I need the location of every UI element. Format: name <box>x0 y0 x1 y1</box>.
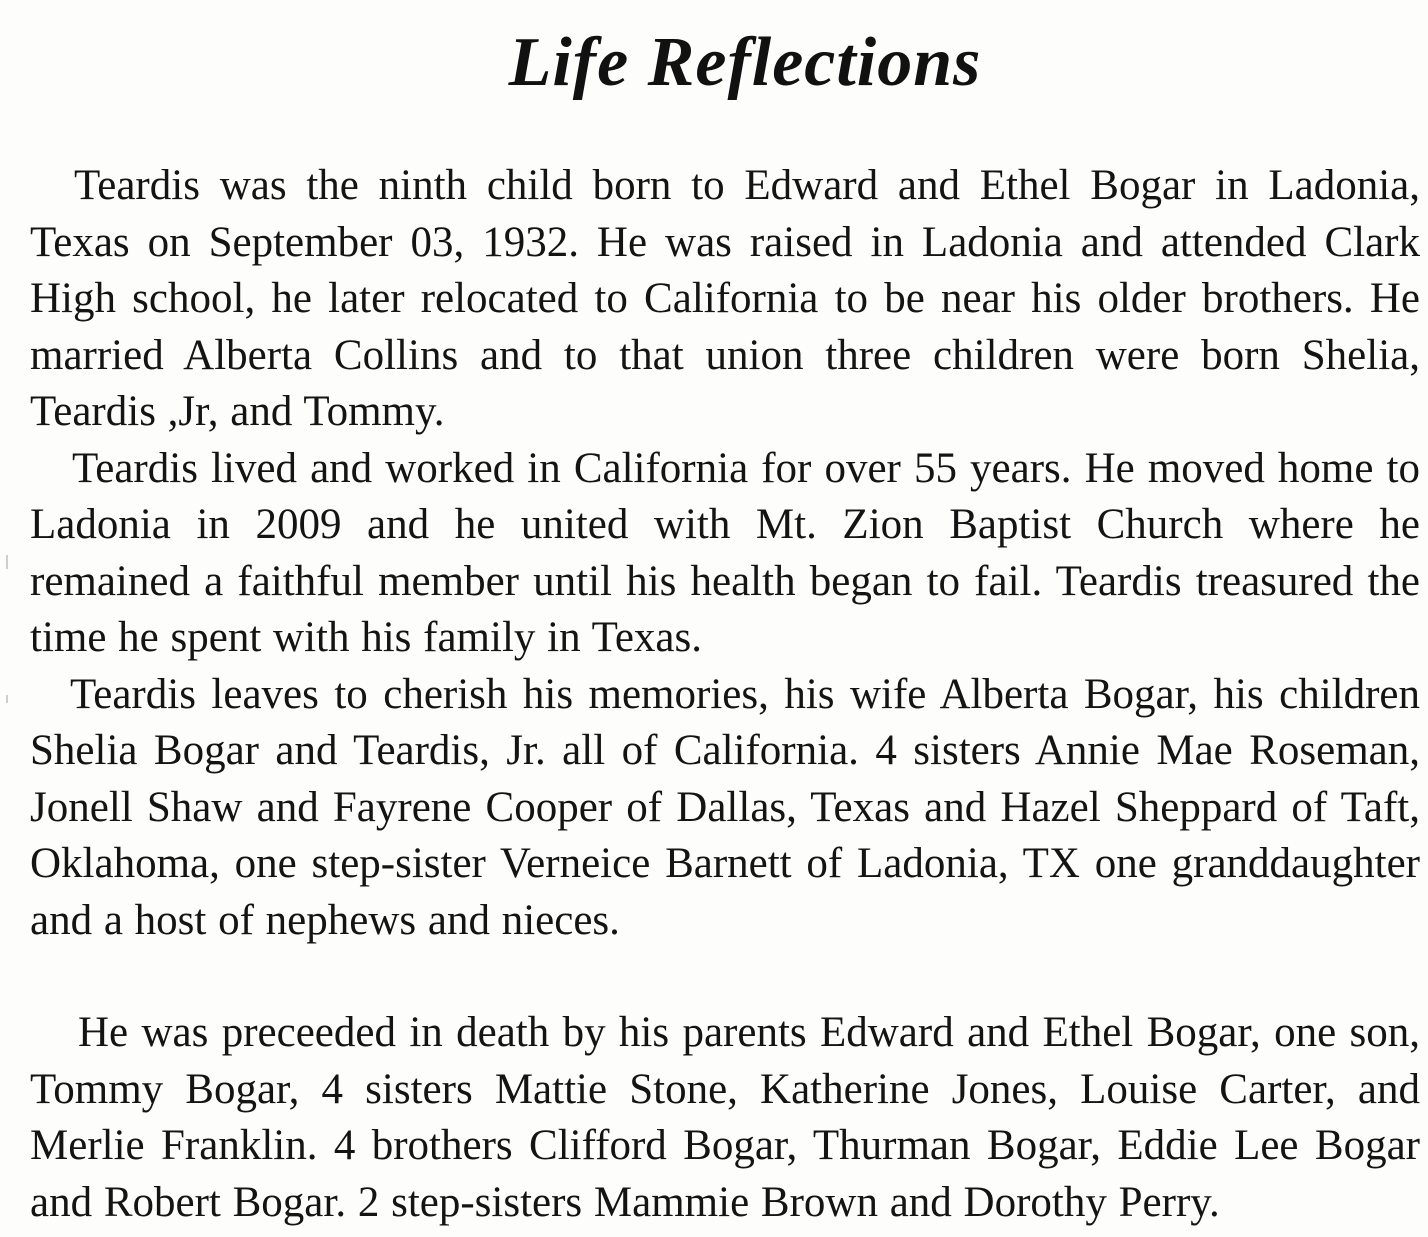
scan-artifact <box>6 695 8 703</box>
paragraph-preceded-in-death: He was preceeded in death by his parents Edward and Ethel Bogar, one son, Tommy Bogar, 4 sisters Mattie Stone, Katherine Jones, Louise Carter, and Merlie Franklin. 4 brothers Clifford Bogar, Thurman Bogar, Eddie Lee Bogar and Robert Bogar. 2 step-sisters Mammie Brown and Dorothy Perry. <box>30 1009 1420 1226</box>
paragraph-later-life: Teardis lived and worked in California for over 55 years. He moved home to Ladonia in 2009 and he united with Mt. Zion Baptist Church where he remained a faithful member until his health began to fail. Teardis treasured the time he spent with his family in Texas. <box>30 444 1420 661</box>
page-title: Life Reflections <box>508 24 982 101</box>
scan-artifact <box>6 555 8 569</box>
paragraph-survivors: Teardis leaves to cherish his memories, his wife Alberta Bogar, his children Shelia Bogar and Teardis, Jr. all of California. 4 sisters Annie Mae Roseman, Jonell Shaw and Fayrene Cooper of Dallas, Texas and Hazel Sheppard of Taft, Oklahoma, one step-sister Verneice Barnett of Ladonia, TX one granddaughter and a host of nephews and nieces. <box>30 670 1420 944</box>
paragraph-early-life: Teardis was the ninth child born to Edward and Ethel Bogar in Ladonia, Texas on September 03, 1932. He was raised in Ladonia and attended Clark High school, he later relocated to California to be near his older brothers. He married Alberta Collins and to that union three children were born Shelia, Teardis ,Jr, and Tommy. <box>30 162 1420 435</box>
